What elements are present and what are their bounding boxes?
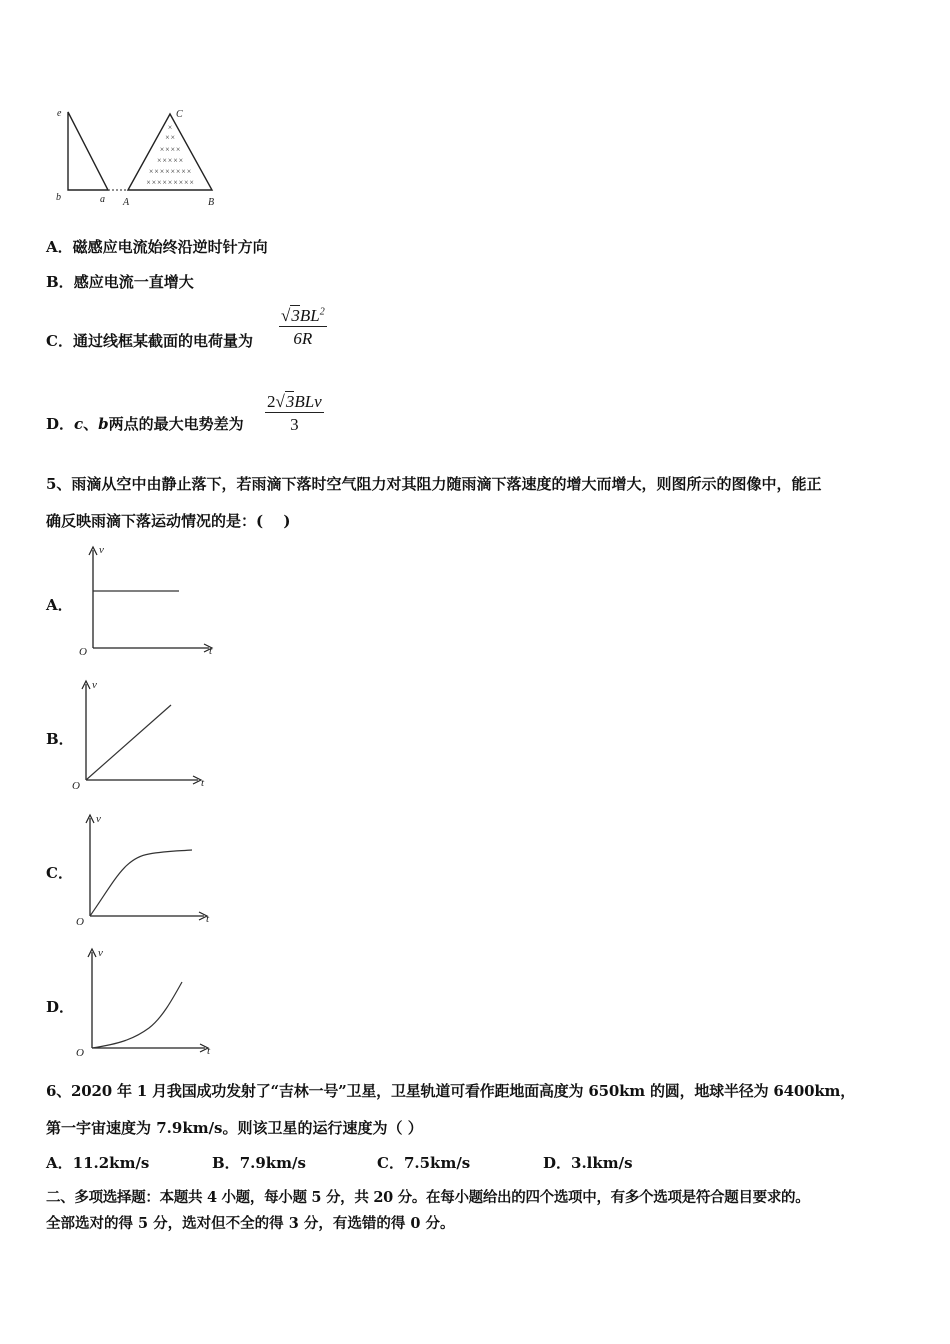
q4-option-b[interactable] <box>46 271 194 292</box>
q4-option-d[interactable]: D．c、b两点的最大电势差为 <box>46 415 244 433</box>
graph-b[interactable] <box>70 676 220 791</box>
v-label: v <box>98 947 103 959</box>
q6-option-b[interactable]: B．7.9km/s <box>212 1154 306 1172</box>
curve-accelerating <box>92 982 182 1048</box>
option-letter: B． <box>46 273 74 291</box>
graph-d[interactable] <box>74 944 224 1062</box>
label-C: C <box>176 109 183 120</box>
field-row: ×× <box>164 133 176 142</box>
graph-c[interactable] <box>74 810 224 928</box>
coil-field-figure <box>50 100 230 210</box>
q6-option-a[interactable]: A．11.2km/s <box>46 1154 150 1172</box>
q6-option-c[interactable]: C．7.5km/s <box>377 1154 471 1172</box>
curve-saturating <box>90 850 192 916</box>
option-text: 感应电流一直增大 <box>73 273 194 291</box>
v-label: v <box>96 813 101 825</box>
section2-heading-line1: 二、多项选择题：本题共 4 小题，每小题 5 分，共 20 分。在每小题给出的四个选项中，有多个选项是符合题目要求的。 <box>46 1189 810 1206</box>
origin-label: O <box>79 646 87 657</box>
q6-option-d[interactable]: D．3.lkm/s <box>543 1154 633 1172</box>
q5-option-d[interactable]: D． <box>46 998 75 1016</box>
v-label: v <box>92 679 97 691</box>
option-letter: C． <box>46 332 73 350</box>
field-row: ××××××××× <box>145 178 195 187</box>
origin-label: O <box>76 1047 84 1059</box>
label-B: B <box>208 197 215 208</box>
voltage-formula: 2√3BLv 3 <box>267 392 322 434</box>
option-text: 通过线框某截面的电荷量为 <box>72 332 253 350</box>
curve-linear <box>86 705 171 780</box>
t-label: t <box>201 777 205 789</box>
charge-formula: $\frac{√3BL^2}{6R}$ <box>281 306 325 348</box>
q5-option-a[interactable]: A． <box>46 596 73 614</box>
q5-stem-line2: 确反映雨滴下落运动情况的是：( ) <box>46 512 291 530</box>
t-label: t <box>206 913 210 925</box>
label-a: a <box>100 194 105 205</box>
label-b: b <box>56 192 61 203</box>
field-row: ×××× <box>159 145 181 154</box>
section2-heading-line2: 全部选对的得 5 分，选对但不全的得 3 分，有选错的得 0 分。 <box>46 1215 455 1232</box>
field-row: × <box>167 123 173 132</box>
option-letter: A． <box>46 238 73 256</box>
t-label: t <box>209 645 213 657</box>
label-e: e <box>57 108 62 119</box>
option-text: 磁感应电流始终沿逆时针方向 <box>72 238 268 256</box>
q5-stem-line1: 5、雨滴从空中由静止落下，若雨滴下落时空气阻力对其阻力随雨滴下落速度的增大而增大，则图所示的图像中，能正 <box>46 475 822 493</box>
option-letter: D． <box>46 415 75 433</box>
q5-option-c[interactable]: C． <box>46 864 73 882</box>
t-label: t <box>207 1045 211 1057</box>
v-label: v <box>99 544 104 556</box>
field-row: ××××× <box>156 156 184 165</box>
q4-option-c[interactable] <box>46 330 253 351</box>
coil-triangle <box>68 112 108 190</box>
origin-label: O <box>76 916 84 928</box>
label-A: A <box>123 197 130 208</box>
q6-stem-line2: 第一宇宙速度为 7.9km/s。则该卫星的运行速度为（ ） <box>46 1119 423 1137</box>
graph-a[interactable] <box>76 542 226 657</box>
q6-stem-line1: 6、2020 年 1 月我国成功发射了“吉林一号”卫星，卫星轨道可看作距地面高度为 650km 的圆，地球半径为 6400km， <box>46 1082 856 1100</box>
q5-option-b[interactable]: B． <box>46 730 74 748</box>
origin-label: O <box>72 780 80 791</box>
field-row: ×××××××× <box>148 167 192 176</box>
q4-option-a[interactable] <box>46 236 268 257</box>
